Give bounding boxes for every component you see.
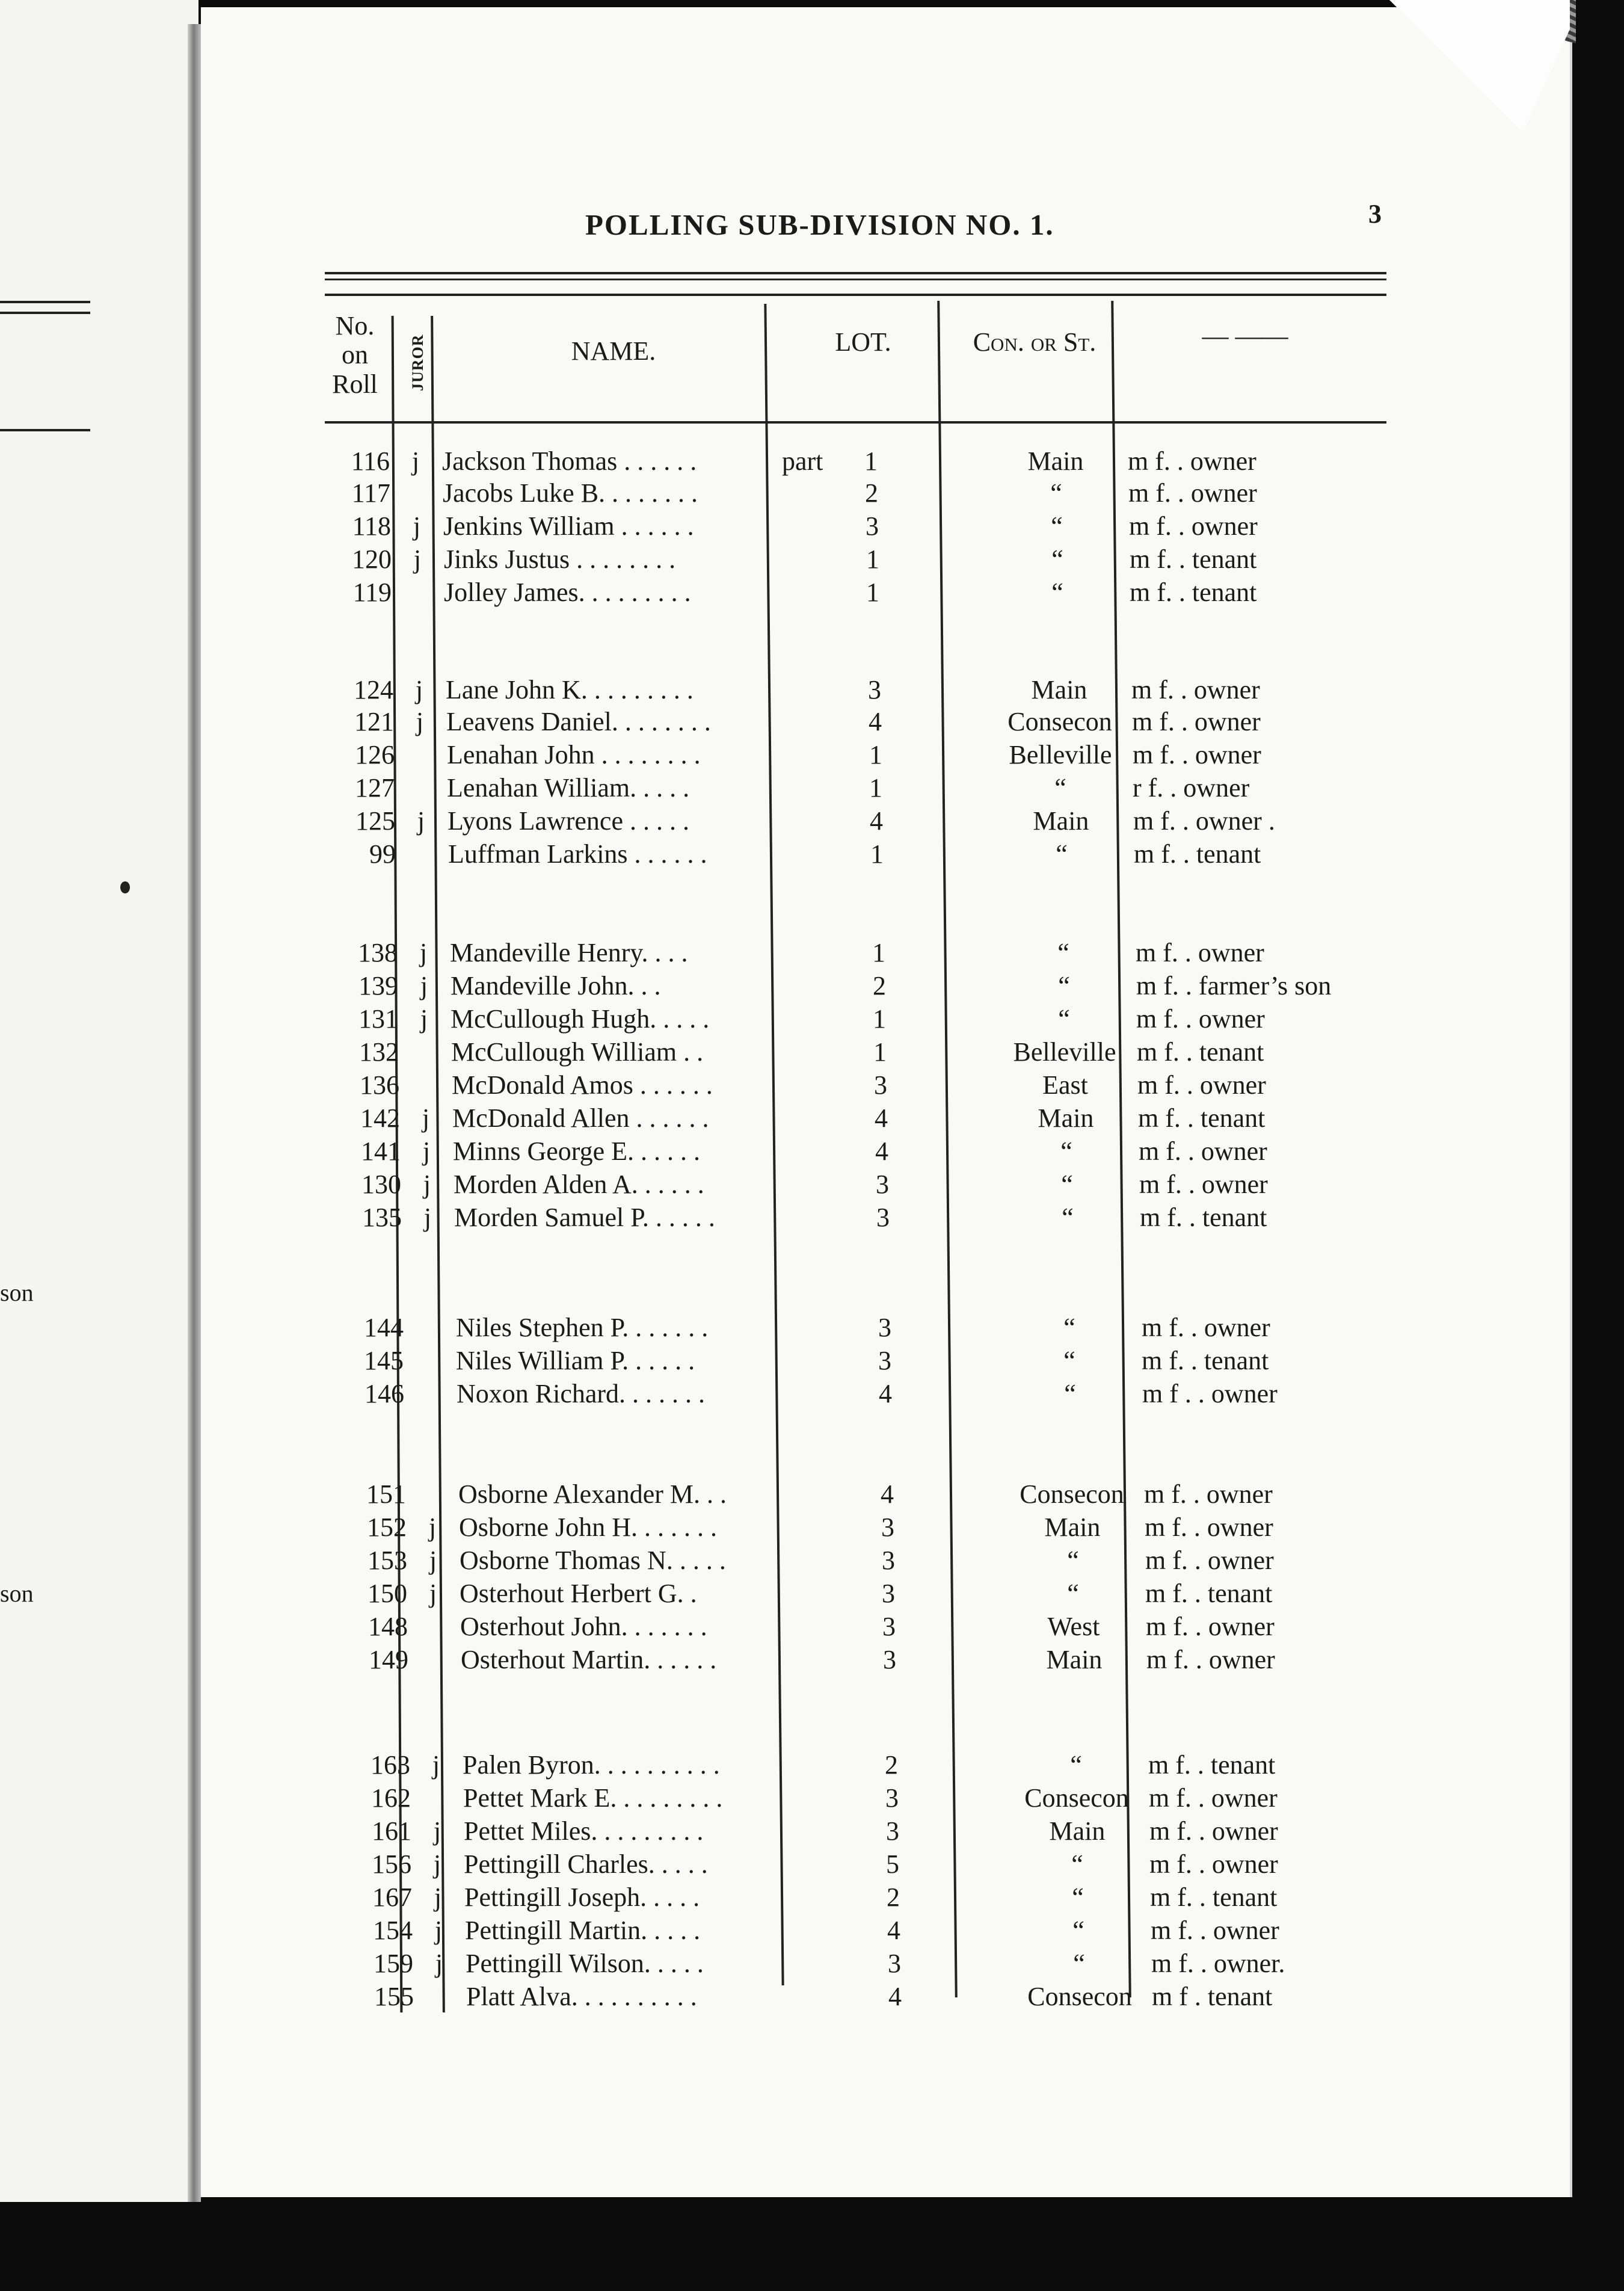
concession-or-street: “: [1070, 1750, 1082, 1780]
column-header-juror: JUROR: [409, 334, 426, 391]
voter-name: Mandeville Henry. . . .: [450, 938, 688, 967]
lot-number: 2: [885, 1750, 898, 1780]
concession-or-street: Main: [1031, 675, 1087, 705]
left-page-rule: [0, 429, 90, 431]
voter-name: Morden Samuel P. . . . . .: [454, 1203, 715, 1232]
lot-number: 3: [882, 1579, 895, 1608]
qualification: m f. . owner: [1149, 1783, 1278, 1813]
concession-or-street: “: [1051, 511, 1063, 541]
qualification: m f. . owner: [1146, 1612, 1275, 1641]
juror-mark: j: [428, 1512, 437, 1542]
concession-or-street: “: [1072, 1882, 1084, 1912]
lot-number: 3: [876, 1203, 890, 1232]
voter-name: Mandeville John. . .: [451, 971, 661, 1001]
qualification: m f. . tenant: [1130, 544, 1257, 574]
qualification: m f. . owner.: [1151, 1949, 1285, 1978]
lot-number: 3: [883, 1645, 896, 1674]
column-header-name: NAME.: [571, 336, 656, 366]
concession-or-street: “: [1071, 1849, 1083, 1879]
concession-or-street: Main: [1044, 1512, 1101, 1542]
left-page-rule: [0, 301, 90, 303]
qualification: m f. . owner: [1137, 1070, 1266, 1100]
juror-mark: j: [434, 1882, 442, 1912]
concession-or-street: Consecon: [1024, 1783, 1129, 1813]
roll-number: 159: [374, 1949, 413, 1978]
lot-number: 1: [869, 740, 882, 769]
voter-name: Jackson Thomas . . . . . .: [442, 446, 697, 476]
concession-or-street: Main: [1049, 1816, 1106, 1846]
lot-number: 4: [879, 1379, 892, 1408]
lot-number: 1: [866, 544, 879, 574]
qualification: m f. . tenant: [1137, 1037, 1264, 1067]
lot-number: 3: [876, 1170, 889, 1199]
roll-number: 125: [355, 806, 395, 836]
roll-number: 136: [360, 1070, 399, 1100]
juror-mark: j: [413, 544, 422, 574]
voter-name: Noxon Richard. . . . . . .: [457, 1379, 706, 1408]
concession-or-street: “: [1062, 1203, 1074, 1232]
lot-number: 1: [866, 578, 879, 607]
page-title: POLLING SUB-DIVISION NO. 1.: [585, 208, 1054, 241]
qualification: m f. . owner: [1128, 478, 1257, 508]
lot-number: 1: [873, 1037, 887, 1067]
juror-mark: j: [420, 971, 428, 1001]
lot-number: 4: [888, 1982, 902, 2011]
voter-name: Jacobs Luke B. . . . . . . .: [443, 478, 698, 508]
roll-number: 135: [362, 1203, 402, 1232]
qualification: m f. . tenant: [1142, 1346, 1269, 1375]
concession-or-street: Main: [1038, 1103, 1094, 1133]
lot-prefix: part: [782, 446, 823, 476]
lot-number: 3: [866, 511, 879, 541]
voter-name: McCullough Hugh. . . . .: [451, 1004, 710, 1034]
voter-name: Osterhout Herbert G. .: [460, 1579, 697, 1608]
qualification: m f. . tenant: [1148, 1750, 1276, 1780]
roll-number: 167: [372, 1882, 412, 1912]
juror-mark: j: [429, 1546, 437, 1575]
concession-or-street: “: [1054, 773, 1066, 803]
concession-or-street: “: [1067, 1579, 1079, 1608]
voter-name: Pettet Miles. . . . . . . . .: [464, 1816, 704, 1846]
roll-number: 116: [351, 446, 390, 476]
voter-name: Pettingill Charles. . . . .: [464, 1849, 708, 1879]
lot-number: 3: [888, 1949, 901, 1978]
concession-or-street: Consecon: [1027, 1982, 1132, 2011]
lot-number: 3: [878, 1313, 891, 1342]
roll-number: 163: [371, 1750, 410, 1780]
lot-number: 3: [868, 675, 881, 705]
roll-number: 152: [367, 1512, 407, 1542]
lot-number: 1: [869, 773, 882, 803]
column-header-line: No.: [335, 311, 375, 341]
concession-or-street: “: [1056, 839, 1068, 869]
concession-or-street: Main: [1033, 806, 1089, 836]
voter-name: Pettingill Joseph. . . . .: [464, 1882, 700, 1912]
lot-number: 2: [865, 478, 878, 508]
concession-or-street: “: [1050, 478, 1062, 508]
voter-name: McDonald Amos . . . . . .: [452, 1070, 713, 1100]
lot-number: 4: [887, 1916, 900, 1945]
juror-mark: j: [434, 1916, 443, 1945]
voter-name: Lenahan John . . . . . . . .: [447, 740, 701, 769]
voter-name: Palen Byron. . . . . . . . . .: [463, 1750, 720, 1780]
roll-number: 162: [371, 1783, 411, 1813]
qualification: m f. . owner: [1128, 446, 1256, 476]
juror-mark: j: [411, 446, 420, 476]
roll-number: 119: [352, 578, 392, 607]
roll-number: 117: [351, 478, 390, 508]
lot-number: 3: [885, 1783, 899, 1813]
qualification: m f. . tenant: [1130, 578, 1257, 607]
lot-number: 1: [873, 1004, 886, 1034]
roll-number: 145: [364, 1346, 404, 1375]
qualification: m f. . owner: [1145, 1546, 1274, 1575]
voter-name: Pettet Mark E. . . . . . . . .: [463, 1783, 723, 1813]
juror-mark: j: [433, 1849, 441, 1879]
roll-number: 142: [360, 1103, 400, 1133]
concession-or-street: Belleville: [1009, 740, 1112, 769]
voter-name: Osterhout John. . . . . . .: [460, 1612, 707, 1641]
voter-name: Osborne Thomas N. . . . .: [460, 1546, 726, 1575]
qualification: m f. . tenant: [1134, 839, 1261, 869]
roll-number: 156: [372, 1849, 411, 1879]
voter-name: Niles William P. . . . . .: [456, 1346, 695, 1375]
roll-number: 131: [358, 1004, 398, 1034]
lot-number: 3: [878, 1346, 891, 1375]
voter-name: Pettingill Wilson. . . . .: [466, 1949, 704, 1978]
voter-name: Jinks Justus . . . . . . . .: [444, 544, 676, 574]
concession-or-street: “: [1058, 971, 1070, 1001]
juror-mark: j: [417, 806, 425, 836]
column-header-underline: [325, 421, 1386, 424]
roll-number: 99: [369, 839, 396, 869]
roll-number: 155: [374, 1982, 414, 2011]
column-header-con-or-st: Con. or St.: [973, 327, 1097, 357]
concession-or-street: Consecon: [1007, 707, 1112, 736]
roll-number: 120: [352, 544, 392, 574]
page-fold-shadow: [188, 24, 201, 2202]
roll-number: 154: [373, 1916, 413, 1945]
concession-or-street: “: [1073, 1949, 1085, 1978]
qualification: m f. . owner: [1129, 511, 1258, 541]
concession-or-street: “: [1057, 938, 1069, 967]
roll-number: 148: [368, 1612, 408, 1641]
qualification: m f. . owner: [1149, 1816, 1278, 1846]
qualification: r f. . owner: [1133, 773, 1250, 803]
voter-name: McDonald Allen . . . . . .: [452, 1103, 709, 1133]
header-rule: [325, 294, 1386, 296]
lot-number: 1: [870, 839, 884, 869]
voter-name: Luffman Larkins . . . . . .: [448, 839, 707, 869]
juror-mark: j: [429, 1579, 437, 1608]
roll-number: 153: [368, 1546, 407, 1575]
juror-mark: j: [423, 1203, 432, 1232]
left-page-edge: [0, 0, 198, 2202]
lot-number: 5: [886, 1849, 899, 1879]
qualification: m f. . owner: [1142, 1313, 1270, 1342]
juror-mark: j: [415, 675, 423, 705]
roll-number: 161: [372, 1816, 411, 1846]
qualification: m f. . owner: [1139, 1170, 1268, 1199]
juror-mark: j: [420, 1004, 428, 1034]
left-page-text-fragment: son: [0, 1580, 34, 1607]
concession-or-street: “: [1051, 578, 1063, 607]
roll-number: 146: [364, 1379, 404, 1408]
concession-or-street: “: [1072, 1916, 1084, 1945]
juror-mark: j: [432, 1750, 440, 1780]
ink-spot: [120, 881, 130, 893]
roll-number: 130: [361, 1170, 401, 1199]
voter-name: Minns George E. . . . . .: [453, 1136, 701, 1166]
column-header-line: on: [342, 340, 368, 370]
qualification: m f. . owner: [1146, 1645, 1275, 1674]
concession-or-street: Consecon: [1020, 1479, 1124, 1509]
voter-name: Leavens Daniel. . . . . . . .: [446, 707, 711, 736]
juror-mark: j: [435, 1949, 443, 1978]
column-header-no-on-roll: [322, 312, 388, 399]
concession-or-street: East: [1042, 1070, 1088, 1100]
lot-number: 2: [873, 971, 886, 1001]
qualification: m f. . tenant: [1145, 1579, 1273, 1608]
juror-mark: j: [422, 1136, 431, 1166]
concession-or-street: “: [1058, 1004, 1070, 1034]
roll-number: 151: [366, 1479, 406, 1509]
voter-name: Platt Alva. . . . . . . . . .: [466, 1982, 697, 2011]
qualification: m f. . farmer’s son: [1136, 971, 1332, 1001]
roll-number: 141: [361, 1136, 401, 1166]
voter-name: Jolley James. . . . . . . . .: [444, 578, 691, 607]
lot-number: 4: [875, 1136, 888, 1166]
qualification: m f. . owner: [1136, 938, 1264, 967]
roll-number: 139: [358, 971, 398, 1001]
header-rule: [325, 272, 1386, 274]
juror-mark: j: [422, 1103, 430, 1133]
lot-number: 3: [886, 1816, 899, 1846]
concession-or-street: “: [1064, 1379, 1076, 1408]
lot-number: 4: [869, 707, 882, 736]
qualification: m f. . owner .: [1133, 806, 1275, 836]
juror-mark: j: [419, 938, 428, 967]
qualification: m f. . owner: [1149, 1849, 1278, 1879]
concession-or-street: “: [1051, 544, 1063, 574]
voter-name: Osterhout Martin. . . . . .: [461, 1645, 717, 1674]
roll-number: 138: [358, 938, 398, 967]
voter-name: Osborne Alexander M. . .: [458, 1479, 727, 1509]
qualification: m f. . owner: [1145, 1512, 1273, 1542]
column-header-lot: LOT.: [835, 327, 891, 357]
roll-number: 132: [359, 1037, 399, 1067]
qualification: m f. . owner: [1151, 1916, 1279, 1945]
left-page-rule: [0, 312, 90, 314]
qualification: m f . tenant: [1152, 1982, 1273, 2011]
concession-or-street: “: [1060, 1136, 1072, 1166]
lot-number: 3: [874, 1070, 887, 1100]
voter-name: McCullough William . .: [451, 1037, 704, 1067]
lot-number: 4: [881, 1479, 894, 1509]
roll-number: 126: [355, 740, 395, 769]
voter-name: Jenkins William . . . . . .: [443, 511, 694, 541]
roll-number: 121: [354, 707, 394, 736]
concession-or-street: Main: [1027, 446, 1084, 476]
lot-number: 4: [875, 1103, 888, 1133]
header-rule: [325, 279, 1386, 280]
juror-mark: j: [413, 511, 421, 541]
qualification: m f. . tenant: [1138, 1103, 1266, 1133]
qualification: m f. . owner: [1144, 1479, 1273, 1509]
qualification: m f. . owner: [1133, 740, 1261, 769]
qualification: m f. . owner: [1132, 707, 1261, 736]
roll-number: 127: [355, 773, 395, 803]
lot-number: 3: [882, 1612, 896, 1641]
lot-number: 4: [870, 806, 883, 836]
concession-or-street: “: [1063, 1346, 1075, 1375]
roll-number: 118: [352, 511, 391, 541]
roll-number: 150: [368, 1579, 407, 1608]
roll-number: 149: [369, 1645, 408, 1674]
juror-mark: j: [423, 1170, 431, 1199]
qualification: m f. . tenant: [1150, 1882, 1278, 1912]
lot-number: 3: [882, 1546, 895, 1575]
juror-mark: j: [416, 707, 424, 736]
qualification: m f . . owner: [1142, 1379, 1278, 1408]
juror-mark: j: [433, 1816, 441, 1846]
column-header-line: Roll: [332, 369, 378, 399]
voter-name: Lyons Lawrence . . . . .: [448, 806, 689, 836]
concession-or-street: “: [1063, 1313, 1075, 1342]
concession-or-street: “: [1067, 1546, 1079, 1575]
voter-name: Osborne John H. . . . . . .: [459, 1512, 717, 1542]
voter-name: Lenahan William. . . . .: [447, 773, 690, 803]
lot-number: 3: [881, 1512, 894, 1542]
voter-name: Niles Stephen P. . . . . . .: [456, 1313, 709, 1342]
roll-number: 144: [364, 1313, 404, 1342]
page-number: 3: [1368, 199, 1382, 229]
concession-or-street: Belleville: [1013, 1037, 1116, 1067]
roll-number: 124: [354, 675, 393, 705]
lot-number: 2: [887, 1882, 900, 1912]
left-page-text-fragment: son: [0, 1279, 34, 1306]
lot-number: 1: [864, 446, 878, 476]
voter-name: Lane John K. . . . . . . . .: [446, 675, 694, 705]
voter-name: Pettingill Martin. . . . .: [465, 1916, 701, 1945]
concession-or-street: West: [1047, 1612, 1100, 1641]
qualification: m f. . owner: [1139, 1136, 1267, 1166]
qualification: m f. . owner: [1131, 675, 1260, 705]
lot-number: 1: [872, 938, 885, 967]
column-header-blank: — ——: [1202, 321, 1288, 351]
voter-name: Morden Alden A. . . . . .: [454, 1170, 704, 1199]
qualification: m f. . tenant: [1140, 1203, 1267, 1232]
qualification: m f. . owner: [1136, 1004, 1265, 1034]
concession-or-street: Main: [1046, 1645, 1103, 1674]
concession-or-street: “: [1061, 1170, 1073, 1199]
